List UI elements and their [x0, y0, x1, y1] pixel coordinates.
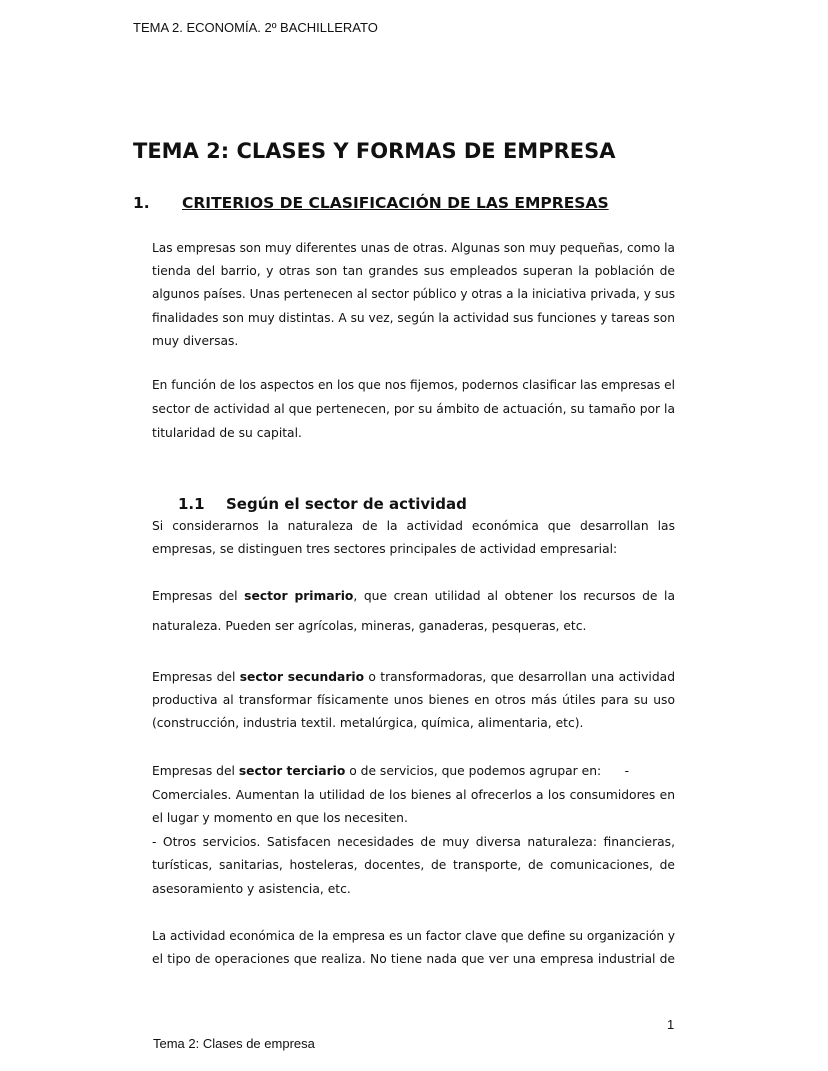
line-text: La actividad económica de la empresa es un factor clave que define su organización y	[152, 929, 675, 943]
line-text: Comerciales. Aumentan la utilidad de los bienes al ofrecerlos a los consumidores en	[152, 788, 675, 802]
line-text: titularidad de su capital.	[152, 426, 302, 440]
line-text	[152, 763, 629, 779]
paragraph-line	[152, 763, 675, 780]
paragraph-line	[152, 669, 675, 686]
paragraph-line	[152, 951, 675, 968]
text: Empresas del	[152, 670, 240, 684]
section-heading: CRITERIOS DE CLASIFICACIÓN DE LAS EMPRESAS	[182, 194, 609, 212]
paragraph-line	[152, 263, 675, 280]
line-text: turísticas, sanitarias, hosteleras, docentes, de transporte, de comunicaciones, de	[152, 858, 675, 872]
line-text: algunos países. Unas pertenecen al sector público y otras a la iniciativa privada, y sus	[152, 287, 675, 301]
paragraph-line	[152, 518, 675, 535]
page-footer: Tema 2: Clases de empresa	[153, 1036, 315, 1051]
subsection-heading: Según el sector de actividad	[226, 495, 467, 513]
line-text	[152, 669, 675, 685]
paragraph-line	[152, 618, 675, 635]
section-number: 1.	[133, 194, 150, 212]
paragraph-line	[152, 881, 675, 898]
paragraph-line	[152, 286, 675, 303]
paragraph-line	[152, 425, 675, 442]
line-text: - Otros servicios. Satisfacen necesidades de muy diversa naturaleza: financieras,	[152, 835, 675, 849]
bold-term: sector secundario	[239, 670, 365, 684]
paragraph-line	[152, 857, 675, 874]
text: Empresas del	[152, 764, 239, 778]
line-text: tienda del barrio, y otras son tan grandes sus empleados superan la población de	[152, 264, 675, 278]
page-header: TEMA 2. ECONOMÍA. 2º BACHILLERATO	[133, 20, 378, 35]
line-text: el tipo de operaciones que realiza. No tiene nada que ver una empresa industrial de	[152, 952, 675, 966]
paragraph-line	[152, 715, 675, 732]
paragraph-line	[152, 787, 675, 804]
line-text: sector de actividad al que pertenecen, por su ámbito de actuación, su tamaño por la	[152, 402, 675, 416]
bold-term: sector primario	[244, 589, 354, 603]
line-text: empresas, se distinguen tres sectores principales de actividad empresarial:	[152, 542, 618, 556]
paragraph-line	[152, 588, 675, 605]
line-text: asesoramiento y asistencia, etc.	[152, 882, 351, 896]
line-text: En función de los aspectos en los que nos fijemos, podernos clasificar las empresas el	[152, 378, 675, 392]
paragraph-line	[152, 310, 675, 327]
line-text: muy diversas.	[152, 334, 239, 348]
line-text: naturaleza. Pueden ser agrícolas, mineras, ganaderas, pesqueras, etc.	[152, 619, 587, 633]
text: Empresas del	[152, 589, 245, 603]
line-text: (construcción, industria textil. metalúrgica, química, alimentaria, etc).	[152, 716, 584, 730]
text: o transformadoras, que desarrollan una actividad	[364, 670, 675, 684]
paragraph-line	[152, 333, 675, 350]
paragraph-line	[152, 401, 675, 418]
paragraph-line	[152, 834, 675, 851]
paragraph-line	[152, 541, 675, 558]
line-text: productiva al transformar físicamente unos bienes en otros más útiles para su uso	[152, 693, 675, 707]
page-number: 1	[667, 1017, 675, 1032]
line-text: finalidades son muy distintas. A su vez, según la actividad sus funciones y tareas son	[152, 311, 675, 325]
bold-term: sector terciario	[238, 764, 346, 778]
paragraph-line	[152, 928, 675, 945]
line-text: Las empresas son muy diferentes unas de otras. Algunas son muy pequeñas, como la	[152, 241, 675, 255]
text: o de servicios, que podemos agrupar en: -	[345, 764, 630, 778]
paragraph-line	[152, 810, 675, 827]
text: , que crean utilidad al obtener los recursos de la	[353, 589, 676, 603]
line-text: el lugar y momento en que los necesiten.	[152, 811, 408, 825]
subsection-number: 1.1	[178, 495, 205, 513]
paragraph-line	[152, 240, 675, 257]
line-text	[152, 588, 675, 604]
document-title: TEMA 2: CLASES Y FORMAS DE EMPRESA	[133, 139, 616, 163]
line-text: Si considerarnos la naturaleza de la actividad económica que desarrollan las	[152, 519, 675, 533]
paragraph-line	[152, 692, 675, 709]
paragraph-line	[152, 377, 675, 394]
